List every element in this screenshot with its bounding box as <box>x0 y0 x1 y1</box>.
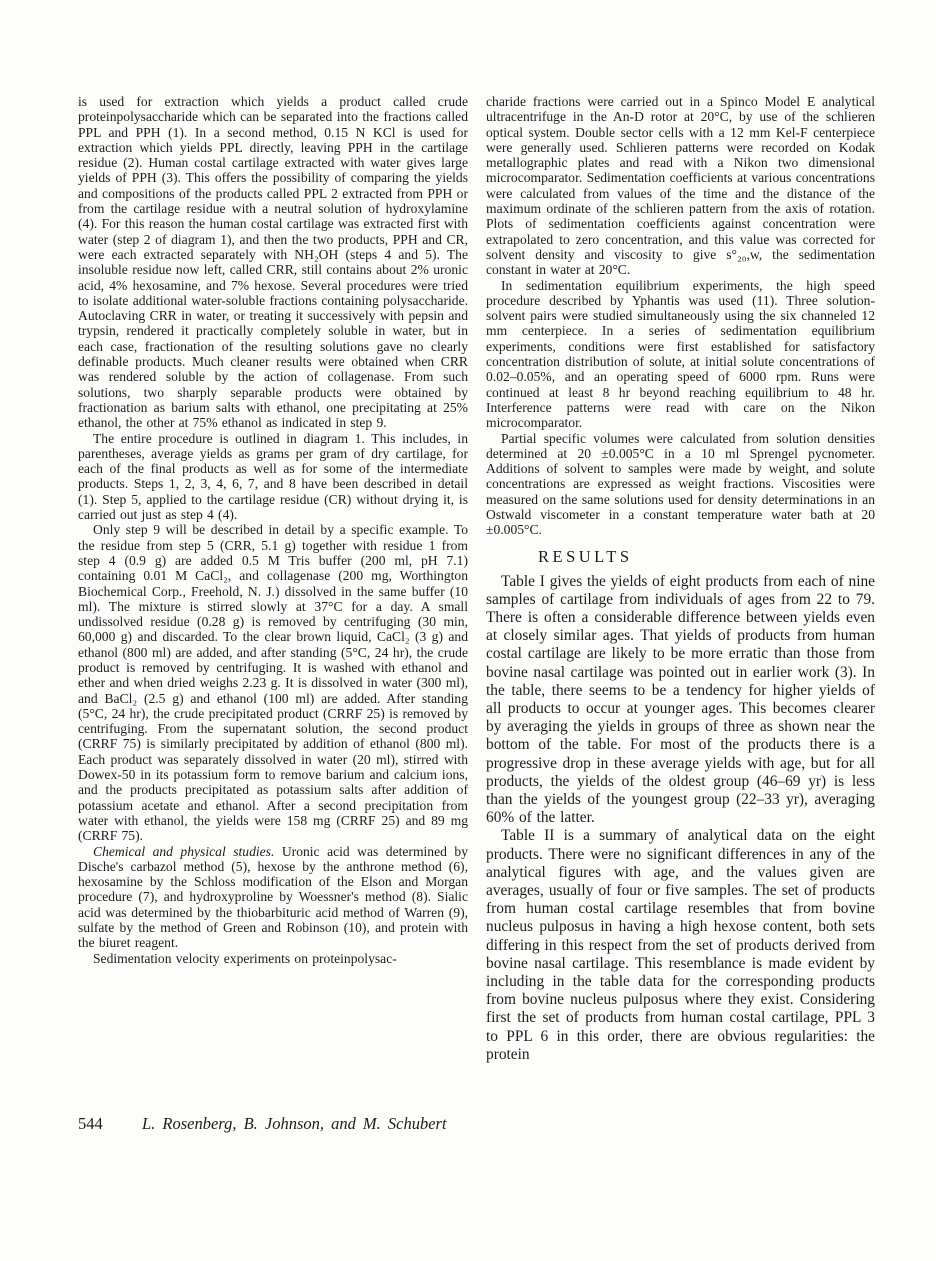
results-section-heading: RESULTS <box>538 546 633 566</box>
paragraph-sedimentation-velocity-start: Sedimentation velocity experiments on proteinpolysac- <box>93 950 397 966</box>
paragraph-procedure-outline: The entire procedure is outlined in diagram 1. This includes, in parentheses, average yields as grams per gram of dry cartilage, for each of the final products as well as for some of the intermediate products. Steps 1, 2, 3, 4, 6, 7, and 8 have been described in detail (1). Step 5, applied to the cartilage residue (CR) without drying it, is carried out just as step 4 (4). <box>78 430 468 523</box>
right-column <box>486 94 875 1064</box>
authors-running-footer: L. Rosenberg, B. Johnson, and M. Schubert <box>142 1114 447 1133</box>
left-column <box>78 94 468 966</box>
chemical-studies-body: Uronic acid was determined by Dische's carbazol method (5), hexose by the anthrone method (6), hexosamine by the Schloss modification of the Elson and Morgan procedure (7), and hydroxyproline by Woessner's method (8). Sialic acid was determined by the thiobarbituric acid method of Warren (9), sulfate by the method of Green and Robinson (10), and protein with the biuret reagent. <box>78 843 469 951</box>
paragraph-chemical-physical-studies <box>78 844 468 951</box>
paragraph-sedimentation-equilibrium: In sedimentation equilibrium experiments, the high speed procedure described by Yphantis was used (11). Three solution-solvent pairs were studied simultaneously using the six channeled 12 mm centerpiece. In a series of sedimentation equilibrium experiments, conditions were first established for satisfactory concentration distribution of solute, at initial solute concentrations of 0.02–0.05%, and an operating speed of 6000 rpm. Runs were continued at least 8 hr beyond reaching equilibrium to 48 hr. Interference patterns were read with care on the Nikon microcomparator. <box>486 277 875 431</box>
paragraph-step9-example: Only step 9 will be described in detail by a specific example. To the residue from step 5 (CRR, 5.1 g) together with residue 1 from step 4 (0.9 g) are added 0.5 M Tris buffer (200 ml, pH 7.1) containing 0.01 M CaCl₂, and collagenase (200 mg, Worthington Biochemical Corp., Freehold, N. J.) dissolved in the same buffer (10 ml). The mixture is stirred slowly at 37°C for a day. A small undissolved residue (0.28 g) is removed by centrifuging (30 min, 60,000 g) and discarded. To the clear brown liquid, CaCl₂ (3 g) and ethanol (800 ml) are added, and after standing (5°C, 24 hr), the crude product is removed by centrifuging. It is washed with ethanol and ether and when dried weighs 2.23 g. It is dissolved in water (300 ml), and BaCl₂ (2.5 g) and ethanol (100 ml) are added. After standing (5°C, 24 hr), the crude precipitated product (CRRF 25) is removed by centrifuging. From the supernatant solution, the second product (CRRF 75) is similarly precipitated by addition of ethanol (800 ml). Each product was separately dissolved in water (20 ml), stirred with Dowex-50 in its potassium form to remove barium and calcium ions, and the products precipitated as potassium salts after addition of potassium acetate and ethanol. After a second precipitation from water with ethanol, the yields were 158 mg (CRRF 25) and 89 mg (CRRF 75). <box>78 522 468 844</box>
paragraph-extraction-overview: is used for extraction which yields a product called crude proteinpolysaccharide which can be separated into the fractions called PPL and PPH (1). In a second method, 0.15 N KCl is used for extraction which yields PPL directly, leaving PPH in the cartilage residue (2). Human costal cartilage extracted with water gives large yields of PPH (3). This offers the possibility of comparing the yields and compositions of the products called PPL 2 extracted from PPH or from the cartilage residue with a neutral solution of hydroxylamine (4). For this reason the human costal cartilage was extracted first with water (step 2 of diagram 1), and then the two products, PPH and CR, were each extracted separately with NH₂OH (steps 4 and 5). The insoluble residue now left, called CRR, still contains about 2% uronic acid, 4% hexosamine, and 7% hexose. Several procedures were tried to isolate additional water-soluble fractions containing polysaccharide. Autoclaving CRR in water, or treating it successively with pepsin and trypsin, rendered it practically completely soluble in water, but in each case, fractionation of the resulting solutions gave no clearly definable products. Much cleaner results were obtained when CRR was rendered soluble by the action of collagenase. From such solutions, two sharply separable products were obtained by fractionation as barium salts with ethanol, one precipitating at 25% ethanol, the other at 75% ethanol as indicated in step 9. <box>78 94 468 431</box>
paragraph-ultracentrifuge-methods: charide fractions were carried out in a Spinco Model E analytical ultracentrifuge in the An-D rotor at 20°C, by use of the schlieren optical system. Double sector cells with a 12 mm Kel-F centerpiece were generally used. Schlieren patterns were recorded on Kodak metallographic plates and read with a Nikon two dimensional microcomparator. Sedimentation coefficients at various concentrations were calculated from values of the time and the distance of the maximum ordinate of the schlieren pattern from the axis of rotation. Plots of sedimentation coefficients against concentration were extrapolated to zero concentration, and this value was corrected for solvent density and viscosity to give s°₂₀,w, the sedimentation constant in water at 20°C. <box>486 94 875 278</box>
page-number: 544 <box>78 1114 103 1133</box>
page-footer <box>78 1114 578 1134</box>
chemical-studies-lead-in: Chemical and physical studies. <box>93 843 275 859</box>
paragraph-table1-yields: Table I gives the yields of eight products from each of nine samples of cartilage from individuals of ages from 22 to 79. There is often a considerable difference between yields even at closely similar ages. That yields of products from human costal cartilage are likely to be more erratic than those from bovine nasal cartilage was pointed out in earlier work (3). In the table, there seems to be a tendency for higher yields of all products to occur at younger ages. This becomes clearer by averaging the yields in groups of three as shown near the bottom of the table. For most of the products there is a progressive drop in these average yields with age, but for all products, the yields of the oldest group (46–69 yr) is less than the yields of the youngest group (22–33 yr), averaging 60% of the latter. <box>486 572 875 827</box>
results-section <box>486 573 875 1064</box>
paragraph-partial-specific-volumes: Partial specific volumes were calculated from solution densities determined at 20 ±0.005°C in a 10 ml Sprengel pycnometer. Additions of solvent to samples were made by weight, and solute concentrations are expressed as weight fractions. Viscosities were measured on the same solutions used for density determinations in an Ostwald viscometer in a constant temperature water bath at 20 ±0.005°C. <box>486 430 875 538</box>
paragraph-table2-analytical-data: Table II is a summary of analytical data on the eight products. There were no significant differences in any of the analytical figures with age, and the values given are averages, usually of four or five samples. The set of products from human costal cartilage resembles that from bovine nucleus pulposus in having a high hexose content, both sets differing in this respect from the set of products derived from bovine nasal cartilage. This resemblance is made evident by including in the table data for the corresponding products from bovine nucleus pulposus where they exist. Considering first the set of products from human costal cartilage, PPL 3 to PPL 6 in this order, there are obvious regularities: the protein <box>486 827 875 1063</box>
methods-continued <box>486 94 875 538</box>
